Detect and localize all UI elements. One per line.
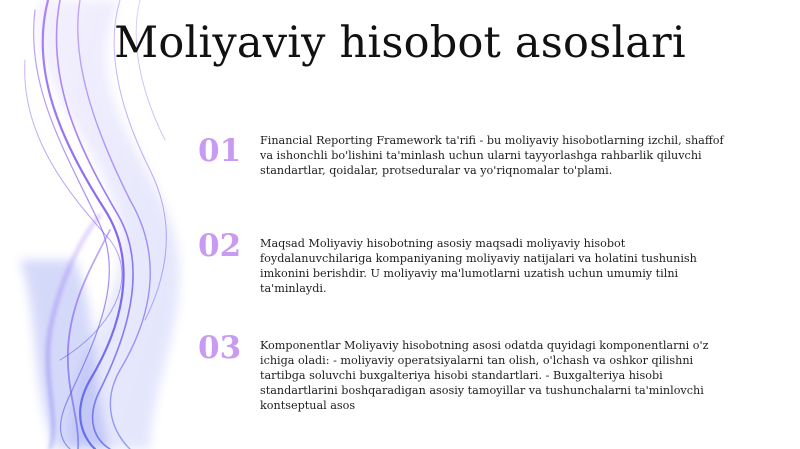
item-text: Komponentlar Moliyaviy hisobotning asosi odatda quyidagi komponentlarni o'z ichiga oladi: - moliyaviy operatsiyalarni tan olish, o'lchash va oshkor qilishni tartibga soluvchi buxgalteriya hisobi standartlari. - Buxgalteriya hisobi standartlarini boshqaradigan asosiy tamoyillar va tushunchalarni ta'minlovchi kontseptual asos [260,339,709,412]
item-text: Financial Reporting Framework ta'rifi - bu moliyaviy hisobotlarning izchil, shaffof va ishonchli bo'lishini ta'minlash uchun ularni tayyorlashga rahbarlik qiluvchi standartlar, qoidalar, protseduralar va yo'riqnomalar to'plami. [260,134,724,177]
slide-title: Moliyaviy hisobot asoslari [114,18,686,68]
item-number: 02 [198,228,242,264]
item-number: 03 [198,330,242,366]
item-number: 01 [198,133,242,169]
item-text: Maqsad Moliyaviy hisobotning asosiy maqsadi moliyaviy hisobot foydalanuvchilariga kompaniyaning moliyaviy natijalari va holatini tushunish imkonini berishdir. U moliyaviy ma'lumotlarni uzatish uchun umumiy tilni ta'minlaydi. [260,237,697,295]
